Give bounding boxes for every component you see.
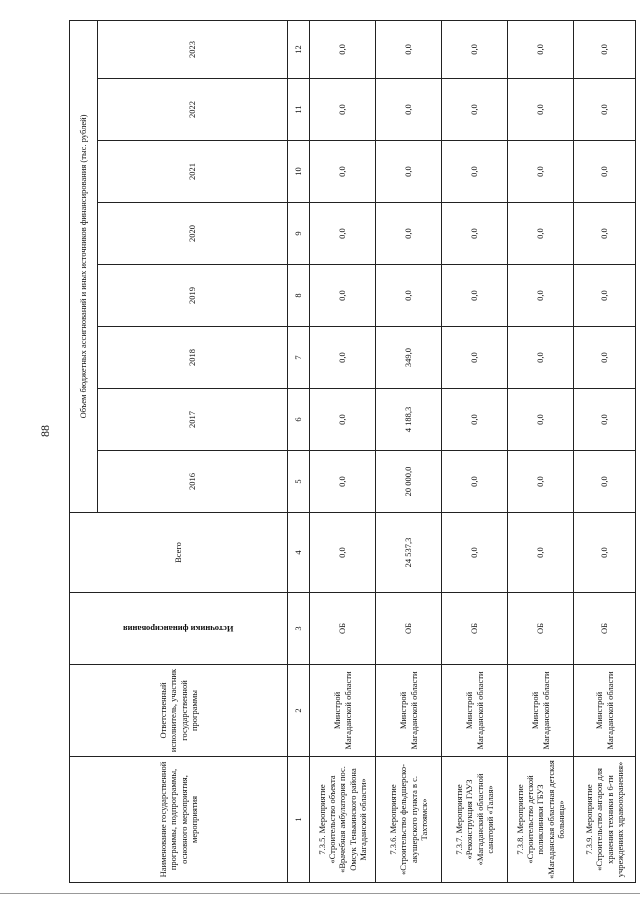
row-value: 0,0 [310, 79, 376, 141]
column-number: 2 [288, 665, 310, 757]
header-year: 2021 [98, 141, 288, 203]
header-executor: Ответственный исполнитель, участник государственной программы [70, 665, 288, 757]
row-value: 20 000,0 [376, 451, 442, 513]
row-value: 0,0 [376, 20, 442, 78]
row-value: 4 188,3 [376, 389, 442, 451]
row-value: 0,0 [508, 327, 574, 389]
table-row [508, 20, 574, 882]
row-source: ОБ [574, 593, 636, 665]
row-value: 0,0 [376, 203, 442, 265]
row-source: ОБ [442, 593, 508, 665]
row-total: 0,0 [442, 513, 508, 593]
header-source-text: Источники финансирования [123, 623, 234, 634]
row-name: 7.3.6. Мероприятие «Строительство фельдшерско-акушерского пункта в с. Тахтоямск» [376, 757, 442, 883]
row-value: 0,0 [442, 389, 508, 451]
row-executor: Минстрой Магаданской области [310, 665, 376, 757]
row-executor: Минстрой Магаданской области [508, 665, 574, 757]
row-value: 0,0 [442, 265, 508, 327]
column-number: 5 [288, 451, 310, 513]
row-value: 0,0 [574, 389, 636, 451]
row-value: 0,0 [310, 265, 376, 327]
row-name: 7.3.8. Мероприятие «Строительство детской поликлиники ГБУЗ «Магаданская областная детская больница» [508, 757, 574, 883]
row-value: 0,0 [442, 79, 508, 141]
header-total: Всего [70, 513, 288, 593]
row-value: 0,0 [574, 203, 636, 265]
header-year: 2020 [98, 203, 288, 265]
row-value: 0,0 [574, 79, 636, 141]
column-number: 9 [288, 203, 310, 265]
row-total: 0,0 [310, 513, 376, 593]
row-name: 7.3.9. Мероприятие «Строительство ангаров для хранения техники в 6-ти учреждениях здравоохранения» [574, 757, 636, 883]
header-year: 2023 [98, 20, 288, 78]
row-value: 0,0 [376, 265, 442, 327]
row-value: 0,0 [508, 79, 574, 141]
header-year: 2022 [98, 79, 288, 141]
row-executor: Минстрой Магаданской области [574, 665, 636, 757]
row-value: 0,0 [310, 327, 376, 389]
row-value: 0,0 [508, 20, 574, 78]
row-value: 0,0 [442, 20, 508, 78]
row-value: 0,0 [310, 389, 376, 451]
row-value: 0,0 [376, 141, 442, 203]
column-number: 10 [288, 141, 310, 203]
row-value: 0,0 [508, 265, 574, 327]
header-year: 2019 [98, 265, 288, 327]
row-name: 7.3.5. Мероприятие «Строительство объекта «Врачебная амбулатория пос. Омсук Тенькинского района Магаданской области» [310, 757, 376, 883]
row-total: 24 537,3 [376, 513, 442, 593]
column-number: 12 [288, 20, 310, 78]
row-source: ОБ [508, 593, 574, 665]
row-source: ОБ [310, 593, 376, 665]
table-row [442, 20, 508, 882]
header-group: Объем бюджетных ассигнований и иных источников финансирования (тыс. рублей) [70, 20, 98, 512]
row-value: 0,0 [442, 203, 508, 265]
row-value: 0,0 [442, 451, 508, 513]
row-value: 0,0 [310, 20, 376, 78]
header-year: 2016 [98, 451, 288, 513]
rotated-table-container [69, 21, 635, 883]
row-value: 349,0 [376, 327, 442, 389]
row-value: 0,0 [574, 265, 636, 327]
column-number: 8 [288, 265, 310, 327]
row-value: 0,0 [574, 327, 636, 389]
column-number: 3 [288, 593, 310, 665]
table-row [574, 20, 636, 882]
row-value: 0,0 [310, 203, 376, 265]
row-value: 0,0 [310, 451, 376, 513]
row-value: 0,0 [508, 389, 574, 451]
row-value: 0,0 [508, 451, 574, 513]
column-number: 1 [288, 757, 310, 883]
row-value: 0,0 [376, 79, 442, 141]
row-source: ОБ [376, 593, 442, 665]
row-value: 0,0 [508, 203, 574, 265]
row-value: 0,0 [442, 141, 508, 203]
column-number: 6 [288, 389, 310, 451]
header-year: 2017 [98, 389, 288, 451]
header-source [70, 593, 288, 665]
financing-table [69, 20, 636, 883]
row-value: 0,0 [442, 327, 508, 389]
bottom-rule [0, 893, 640, 894]
header-year: 2018 [98, 327, 288, 389]
row-executor: Минстрой Магаданской области [376, 665, 442, 757]
row-value: 0,0 [574, 20, 636, 78]
column-number: 11 [288, 79, 310, 141]
row-executor: Минстрой Магаданской области [442, 665, 508, 757]
table-row [310, 20, 376, 882]
row-total: 0,0 [508, 513, 574, 593]
column-number: 7 [288, 327, 310, 389]
row-value: 0,0 [574, 451, 636, 513]
row-value: 0,0 [574, 141, 636, 203]
row-name: 7.3.7. Мероприятие «Реконструкция ГАУЗ «Магаданский областной санаторий «Талая» [442, 757, 508, 883]
table-row [376, 20, 442, 882]
row-value: 0,0 [310, 141, 376, 203]
header-name: Наименование государственной программы, подпрограммы, основного мероприятия, мероприятия [70, 757, 288, 883]
page-number: 88 [38, 425, 52, 437]
row-value: 0,0 [508, 141, 574, 203]
column-number: 4 [288, 513, 310, 593]
row-total: 0,0 [574, 513, 636, 593]
